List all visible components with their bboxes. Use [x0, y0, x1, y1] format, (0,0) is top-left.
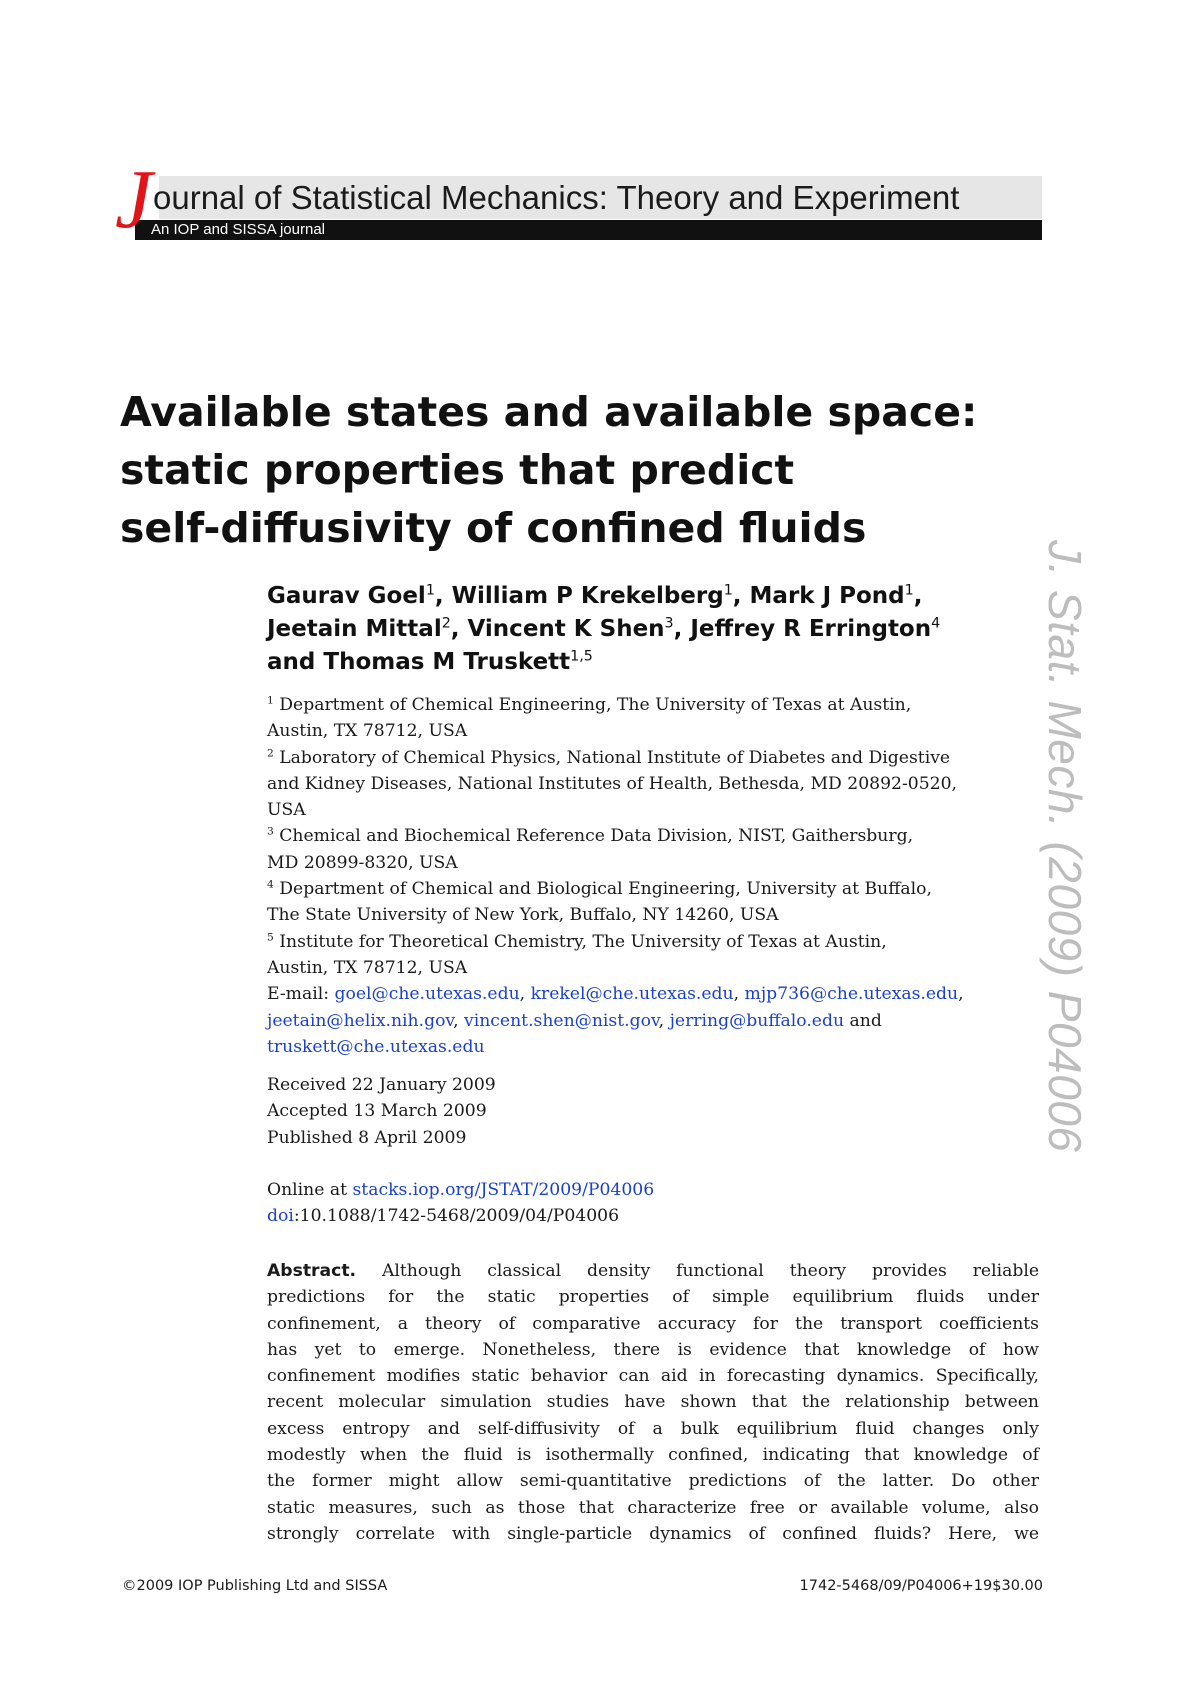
abstract-line: confinement modifies static behavior can aid in forecasting dynamics. Specifically,: [267, 1366, 1039, 1387]
received-date: Received 22 January 2009: [267, 1075, 496, 1095]
abstract-line: excess entropy and self-diffusivity of a bulk equilibrium fluid changes only: [267, 1418, 1039, 1439]
journal-initial: J: [115, 153, 153, 246]
author-line: [267, 646, 1027, 679]
affiliation-number: 1: [267, 693, 274, 707]
doi-value: :10.1088/1742-5468/2009/04/P04006: [293, 1206, 620, 1227]
email-link[interactable]: krekel@che.utexas.edu: [530, 984, 734, 1005]
author-line: Jeetain Mittal$^2$, Vincent K Shen$^3$, Jeffrey R Errington$^4$: [267, 615, 941, 642]
abstract-line: predictions for the static properties of simple equilibrium fluids under: [267, 1287, 1039, 1308]
affiliation-line: $^3$ Chemical and Biochemical Reference Data Division, NIST, Gaithersburg,: [267, 824, 914, 847]
author-affiliation-mark: 1: [723, 582, 733, 599]
abstract-line: static measures, such as those that characterize free or available volume, also: [267, 1497, 1039, 1518]
journal-header: [115, 153, 1042, 248]
affiliation-line: Austin, TX 78712, USA: [267, 721, 468, 742]
author-name: Thomas M Truskett: [323, 649, 571, 675]
affiliation-line: $^1$ Department of Chemical Engineering, The University of Texas at Austin,: [267, 693, 912, 715]
abstract-line: Abstract. Although classical density functional theory provides reliable: [267, 1261, 1039, 1281]
affiliation-line: $^5$ Institute for Theoretical Chemistry, The University of Texas at Austin,: [267, 929, 887, 952]
author-name: Jeffrey R Errington: [690, 616, 932, 642]
abstract-line: modestly when the fluid is isothermally confined, indicating that knowledge of: [267, 1445, 1039, 1466]
doi-line: [267, 1203, 967, 1229]
abstract-line: strongly correlate with single-particle dynamics of confined fluids? Here, we: [267, 1523, 1039, 1544]
email-line: jeetain@helix.nih.gov, vincent.shen@nist.gov, jerring@buffalo.edu and: [267, 1010, 882, 1031]
title-line: static properties that predict: [120, 446, 795, 494]
journal-subtitle: An IOP and SISSA journal: [151, 221, 326, 238]
author-name: Gaurav Goel: [267, 583, 426, 609]
author-affiliation-mark: 1: [904, 582, 914, 599]
online-label: Online at: [267, 1180, 348, 1200]
author-affiliation-mark: 1: [425, 582, 435, 599]
journal-name: ournal of Statistical Mechanics: Theory and Experiment: [153, 179, 960, 216]
email-joiner: and: [849, 1010, 882, 1031]
publication-dates: [267, 1072, 767, 1151]
author-affiliation-mark: 3: [664, 615, 674, 632]
email-link[interactable]: jeetain@helix.nih.gov: [267, 1010, 454, 1031]
abstract-line: confinement, a theory of comparative accuracy for the transport coefficients: [267, 1313, 1039, 1334]
email-link[interactable]: truskett@che.utexas.edu: [267, 1036, 485, 1057]
author-name: Mark J Pond: [749, 583, 905, 609]
title-line: self-diffusivity of confined fluids: [120, 504, 867, 552]
affiliation-number: 5: [267, 929, 274, 943]
affiliation-line: $^2$ Laboratory of Chemical Physics, National Institute of Diabetes and Digestive: [267, 745, 951, 768]
online-url-link[interactable]: stacks.iop.org/JSTAT/2009/P04006: [352, 1180, 655, 1200]
published-date: Published 8 April 2009: [267, 1127, 467, 1148]
online-line: [267, 1177, 967, 1203]
affiliation-number: 2: [267, 745, 274, 759]
accepted-date: Accepted 13 March 2009: [267, 1101, 487, 1122]
affiliation-line: MD 20899-8320, USA: [267, 852, 458, 873]
affiliation-number: 3: [267, 824, 274, 838]
author-list: [267, 580, 1027, 679]
author-affiliation-mark: 2: [441, 615, 451, 632]
author-joiner: and: [267, 649, 316, 675]
affiliations: [267, 692, 1047, 1060]
affiliation-line: Austin, TX 78712, USA: [267, 957, 468, 978]
affiliation-number: 4: [267, 877, 274, 891]
email-line: [267, 1034, 1047, 1060]
affiliation-line: The State University of New York, Buffalo, NY 14260, USA: [267, 905, 779, 926]
email-line: E-mail: goel@che.utexas.edu, krekel@che.utexas.edu, mjp736@che.utexas.edu,: [267, 984, 964, 1005]
online-info: [267, 1177, 967, 1230]
affiliation-line: $^4$ Department of Chemical and Biological Engineering, University at Buffalo,: [267, 877, 932, 900]
abstract-label: Abstract.: [267, 1261, 357, 1281]
author-name: Jeetain Mittal: [267, 616, 442, 642]
affiliation-line: USA: [267, 800, 306, 821]
footer-article-code: 1742-5468/09/P04006+19$30.00: [799, 1578, 1043, 1594]
author-name: William P Krekelberg: [451, 583, 724, 609]
author-line: Gaurav Goel$^1$, William P Krekelberg$^1$, Mark J Pond$^1$,: [267, 582, 923, 609]
author-name: Vincent K Shen: [467, 616, 665, 642]
email-link[interactable]: jerring@buffalo.edu: [669, 1010, 845, 1031]
affiliation-line: and Kidney Diseases, National Institutes of Health, Bethesda, MD 20892-0520,: [267, 773, 957, 794]
abstract-line: has yet to emerge. Nonetheless, there is evidence that knowledge of how: [267, 1339, 1039, 1360]
author-affiliation-mark: 1,5: [570, 648, 593, 665]
email-link[interactable]: goel@che.utexas.edu: [334, 984, 520, 1005]
side-citation: J. Stat. Mech. (2009) P04006: [1039, 540, 1091, 1153]
abstract-line: the former might allow semi-quantitative predictions of the latter. Do other: [267, 1471, 1039, 1492]
title-line: Available states and available space:: [120, 388, 978, 436]
email-link[interactable]: vincent.shen@nist.gov: [464, 1010, 659, 1031]
abstract-line: recent molecular simulation studies have shown that the relationship between: [267, 1392, 1039, 1413]
abstract: [267, 1258, 1039, 1547]
author-affiliation-mark: 4: [931, 615, 941, 632]
email-link[interactable]: mjp736@che.utexas.edu: [744, 984, 959, 1005]
email-label: E-mail:: [267, 984, 330, 1005]
doi-link[interactable]: doi: [267, 1206, 294, 1227]
footer-copyright: ©2009 IOP Publishing Ltd and SISSA: [122, 1578, 388, 1594]
paper-title: [120, 383, 1000, 557]
